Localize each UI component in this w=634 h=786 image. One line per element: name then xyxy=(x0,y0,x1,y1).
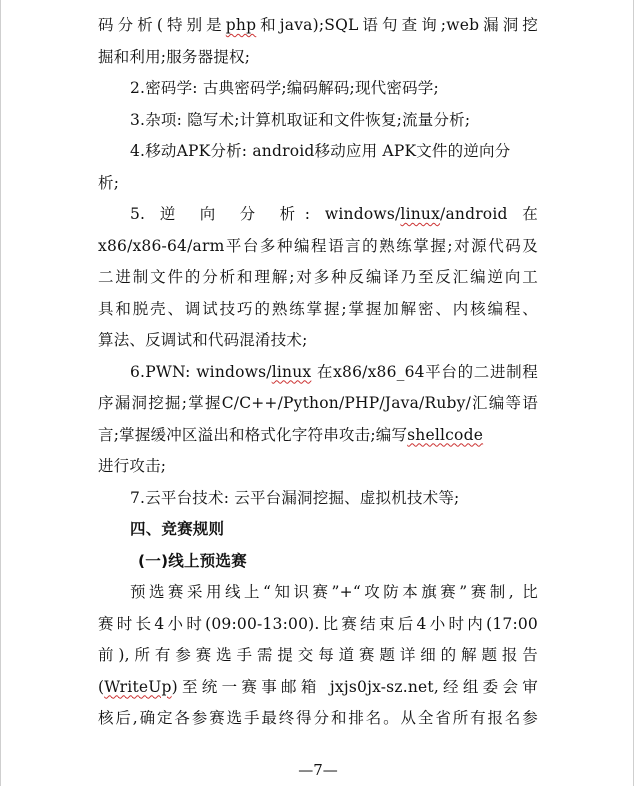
spellcheck-word: shellcode xyxy=(407,425,484,444)
text-line: 算法、反调试和代码混淆技术; xyxy=(98,331,308,349)
list-item-cryptography: 2.密码学: 古典密码学;编码解码;现代密码学; xyxy=(130,79,439,97)
list-item-cloud: 7.云平台技术: 云平台漏洞挖掘、虚拟机技术等; xyxy=(130,488,460,507)
text-line: 预选赛采用线上“知识赛”+“攻防本旗赛”赛制, 比 xyxy=(130,583,538,601)
text-line xyxy=(98,672,538,704)
text-line xyxy=(98,10,538,42)
document-body xyxy=(98,10,538,735)
text-line: 二进制文件的分析和理解;对多种反编译乃至反汇编逆向工 xyxy=(98,268,538,286)
text-run: 在x86/x86_64平台的二进制程 xyxy=(311,362,538,381)
text-run: 和java);SQL语句查询;web漏洞挖 xyxy=(256,16,538,34)
spellcheck-word: WriteUp xyxy=(104,677,172,696)
text-line: 析; xyxy=(98,173,120,192)
page-number: —7— xyxy=(298,761,338,779)
text-line: 核后,确定各参赛选手最终得分和排名。从全省所有报名参 xyxy=(98,709,538,727)
text-run: 言;掌握缓冲区溢出和格式化字符串攻击;编写 xyxy=(98,425,408,444)
text-line: 进行攻击; xyxy=(98,457,167,475)
text-run: 5. 逆 向 分 析: windows/ xyxy=(130,205,401,223)
text-line: 前),所有参赛选手需提交每道赛题详细的解题报告 xyxy=(98,646,538,664)
text-line: 掘和利用;服务器提权; xyxy=(98,47,251,66)
list-item-mobile-apk: 4.移动APK分析: android移动应用 APK文件的逆向分 xyxy=(130,142,511,160)
text-line: 序漏洞挖掘;掌握C/C++/Python/PHP/Java/Ruby/汇编等语 xyxy=(98,394,538,412)
list-item-reverse xyxy=(98,199,538,231)
text-line: x86/x86-64/arm平台多种编程语言的熟练掌握;对源代码及 xyxy=(98,236,538,255)
text-line xyxy=(98,420,538,452)
text-run: ( xyxy=(98,677,105,696)
text-run: /android 在 xyxy=(440,205,538,223)
text-run: )至统一赛事邮箱 jxjs0jx-sz.net,经组委会审 xyxy=(171,677,538,696)
list-item-pwn xyxy=(98,357,538,389)
text-run: 码分析(特别是 xyxy=(98,16,226,34)
text-line: 具和脱壳、调试技巧的熟练掌握;掌握加解密、内核编程、 xyxy=(98,299,538,318)
section-heading: 四、竞赛规则 xyxy=(130,520,225,538)
subsection-heading: (一)线上预选赛 xyxy=(138,551,247,570)
text-line: 赛时长4小时(09:00-13:00).比赛结束后4小时内(17:00 xyxy=(98,614,538,633)
spellcheck-word: linux xyxy=(400,205,441,223)
text-run: 6.PWN: windows/ xyxy=(130,362,272,381)
list-item-misc: 3.杂项: 隐写术;计算机取证和文件恢复;流量分析; xyxy=(130,110,471,129)
spellcheck-word: php xyxy=(225,16,257,34)
spellcheck-word: linux xyxy=(271,362,312,381)
